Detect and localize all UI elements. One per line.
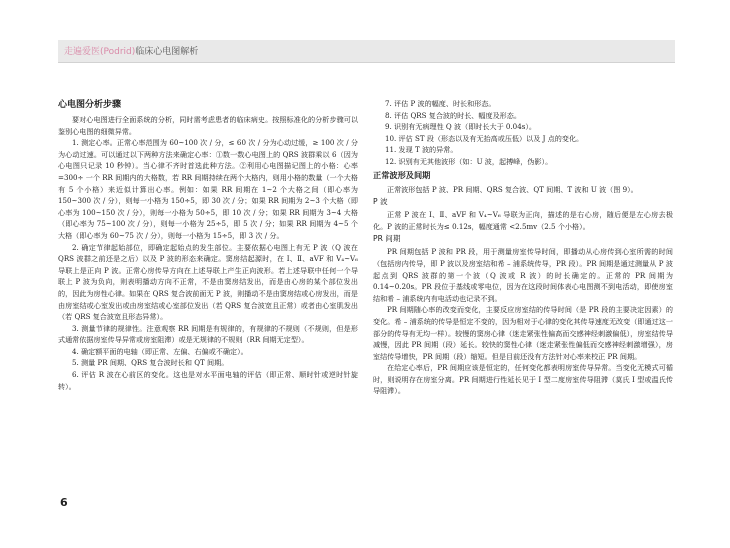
running-header-text xyxy=(64,44,198,57)
intro-paragraph: 要对心电图进行全面系统的分析，同时需考虑患者的临床病史。按照标准化的分析步骤可以鉴别心电图的细微异常。 xyxy=(58,115,358,136)
step-9-item: 9. 识别有无病理性 Q 波（即时长大于 0.04s）。 xyxy=(385,122,536,132)
pr-interval-paragraph-2: PR 间期随心率的改变而变化，主要反应房室结的传导时间（是 PR 段的主要决定因素）的变化。希 – 浦系统的传导是恒定不变的，因为相对于心律的变化其传导速度无改变（即通过这一部分的传导有无均一样）。较慢的窦房心律（迷走紧张性偏高而交感神经刺激偏低），房室结传导减慢，因此 PR 间期（段）延长。较快的窦性心律（迷走紧张性偏低而交感神经刺激增强），房室结传导增快，PR 间期（段）缩短。但是目前还没有方法针对心率来校正 PR 间期。 xyxy=(373,305,673,361)
section-title-analysis-steps: 心电图分析步骤 xyxy=(58,100,122,110)
pr-interval-paragraph-1: PR 间期包括 P 波和 PR 段，用于测量房室传导时间，即播动从心房传到心室所需的时间（包括房内传导，即 P 波以及房室结和希 – 浦系统传导，PR 段）。PR 间期是通过测量从 P 波起点到 QRS 波群的第一个波（Q 波或 R 波）的时长确定的。正常的 PR 间期为 0.14~0.20s。PR 段位于基线或零电位，因为在这段时间体表心电图测不到电活动，即使房室结和希 – 浦系统内有电活动也记录不到。 xyxy=(373,247,673,303)
subheading-pr-interval: PR 间期 xyxy=(373,234,401,244)
step-2-paragraph: 2. 确定节律起始部位，即确定起始点的发生部位。主要依据心电图上有无 P 波（Q 波在 QRS 波群之前还是之后）以及 P 波的形态来确定。窦房结起源时，在 Ⅰ、Ⅱ、aVF 和 V₄~V₆ 导联上是正向 P 波。正常心房传导方向在上述导联上产生正向波形。若上述导联中任何一个导联上 P 波为负向，则表明播动方向不正常，不是由窦房结发出，而是由心房的某个部位发出的，因此为房性心律。如果在 QRS 复合波前面无 P 波，则播动不是由窦房结或心房发出，而是由房室结或心室发出或由房室结或心室部位发出（若 QRS 复合波宽且正常）或者由心室肌发出（若 QRS 复合波宽且形态异常）。 xyxy=(58,242,358,322)
step-12-item: 12. 识别有无其他波形（如：U 波，起搏峰，伪影）。 xyxy=(385,156,553,166)
subheading-p-wave: P 波 xyxy=(373,197,388,207)
page-number: 6 xyxy=(60,496,68,509)
p-wave-paragraph: 正常 P 波在 Ⅰ、Ⅱ、aVF 和 V₄~V₆ 导联为正向，描述的是右心房，随后便是左心房去极化。P 波的正常时长为≤ 0.12s，幅度通常 <2.5mv（2.5 个小格）。 xyxy=(373,210,673,231)
step-7-item: 7. 评估 P 波的幅度、时长和形态。 xyxy=(385,99,496,108)
running-header xyxy=(58,40,675,63)
normal-waves-intro: 正常波形包括 P 波、PR 间期、QRS 复合波、QT 间期、T 波和 U 波（图 9）。 xyxy=(387,184,638,194)
header-brand: 走遍爱医(Podrid) xyxy=(64,47,136,57)
step-8-item: 8. 评估 QRS 复合波的时长、幅度及形态。 xyxy=(385,110,521,120)
step-5-paragraph: 5. 测量 PR 间期、QRS 复合波时长和 QT 间期。 xyxy=(72,358,229,368)
step-6-paragraph: 6. 评估 R 波在心前区的变化。这也是对水平面电轴的评估（即正常、顺时针或逆时针旋转）。 xyxy=(58,370,358,391)
right-column xyxy=(373,98,673,397)
header-title: 临床心电图解析 xyxy=(135,47,199,57)
pr-interval-paragraph-3: 在给定心率后，PR 间期应该是恒定的，任何变化都表明房室传导异常。当变化无模式可循时，则说明存在房室分离。PR 间期进行性延长见于 Ⅰ 型二度房室传导阻滞（莫氏 Ⅰ 型或温氏传导阻滞）。 xyxy=(373,363,673,396)
step-1-paragraph: 1. 测定心率。正常心率范围为 60~100 次 / 分，≤ 60 次 / 分为心动过缓，≥ 100 次 / 分为心动过速。可以通过以下两种方法来确定心率：①数一数心电图上的 QRS 波群乘以 6（因为心电图只记录 10 秒钟）。当心律不齐时首选此种方法。②利用心电图描记图上的小格：心率 =300÷ 一个 RR 间期内的大格数，若 RR 间期持续在两个大格内，则用小格的数量（一个大格有 5 个小格）来近似计算出心率。例如：如果 RR 间期在 1~2 个大格之间（即心率为 150~300 次 / 分），则每一小格为 150÷5，即 30 次 / 分；如果 RR 间期为 2~3 个大格（即心率为 100~150 次 / 分），则每一小格为 50÷5，即 10 次 / 分；如果 RR 间期为 3~4 大格（即心率为 75~100 次 / 分），则每一小格为 25÷5，即 5 次 / 分；如果 RR 间期为 4~5 个大格（即心率为 60~75 次 / 分），则每一小格为 15÷5，即 3 次 / 分。 xyxy=(58,138,358,240)
section-title-normal-waves: 正常波形及间期 xyxy=(373,169,431,180)
step-10-item: 10. 评估 ST 段（形态以及有无抬高或压低）以及 J 点的变化。 xyxy=(385,133,584,143)
step-3-paragraph: 3. 测量节律的规律性。注意观察 RR 间期是有规律的，有规律的不规则（不规则，但是形式通常依据房室传导异常或房室阻滞）或是无规律的不规则（RR 间期无定型）。 xyxy=(58,323,358,345)
step-11-item: 11. 发现 T 波的异常。 xyxy=(385,145,458,155)
left-column xyxy=(58,98,358,392)
step-4-paragraph: 4. 确定额平面的电轴（即正常、左偏、右偏或不确定）。 xyxy=(72,346,248,356)
